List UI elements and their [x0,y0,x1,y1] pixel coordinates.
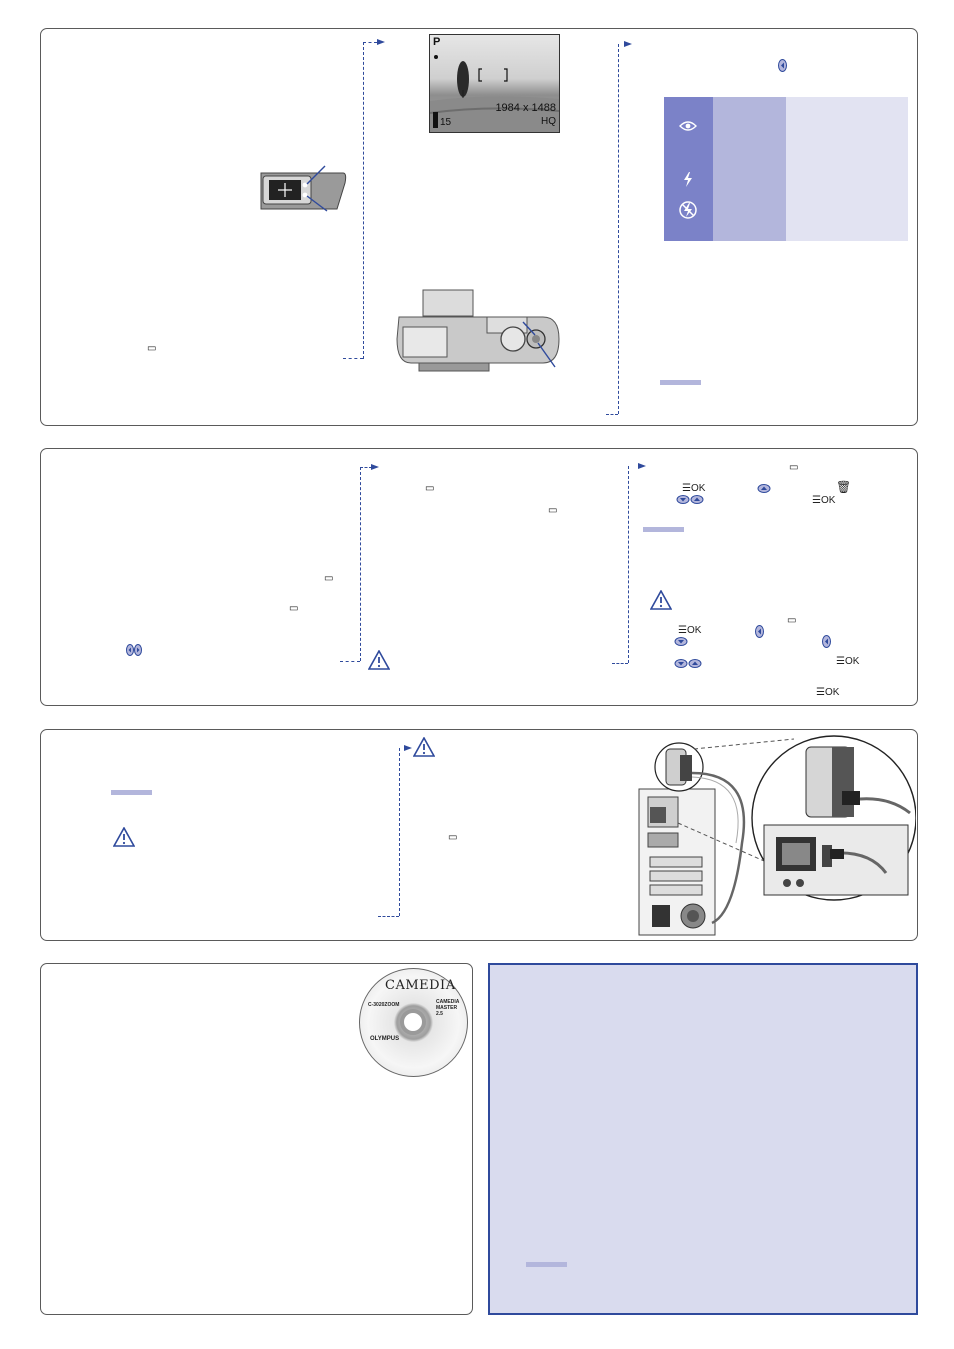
note-tag [111,790,152,795]
flash-table-desc-column [786,97,908,241]
up-down-buttons-icon [674,659,702,668]
menu-icon: ▭ [789,462,799,473]
lcd-mode: P [433,36,441,48]
camedia-cd [359,968,468,1077]
cd-right-label: CAMEDIA MASTER 2.5 [436,999,460,1017]
cd-maker: OLYMPUS [370,1036,400,1042]
up-down-buttons-icon [676,495,704,504]
flow-arrow [377,39,385,45]
lcd-screen [429,34,560,133]
menu-icon: ▭ [289,603,299,614]
warning-icon [650,590,672,610]
lcd-resolution: 1984 x 1488 [495,102,556,114]
flow-connector [399,748,400,916]
left-right-buttons-icon [126,644,142,656]
eye-icon [678,120,698,132]
cd-brand: CAMEDIA [385,978,456,993]
up-button-icon [757,484,771,493]
flow-arrow [624,41,632,47]
camera-top-illustration [393,287,569,373]
flash-icon [683,172,693,187]
flow-connector [360,467,361,661]
menu-icon: ▭ [448,832,458,843]
lcd-quality: HQ [541,116,556,127]
flow-connector [363,42,364,359]
warning-icon [368,650,390,670]
menu-ok-icon: ☰OK [836,656,860,667]
warning-icon [413,737,435,757]
arrow-left-button-icon [755,625,764,638]
flow-connector [343,358,363,359]
flow-connector [340,661,360,662]
cd-left-label: C-3020ZOOM [368,1002,400,1008]
note-tag [526,1262,567,1267]
flow-connector [628,466,629,663]
menu-ok-icon: ☰OK [816,687,840,698]
flash-table-name-column [713,97,786,241]
flow-connector [363,42,377,43]
arrow-left-button-icon [778,59,787,72]
menu-ok-icon: ☰OK [678,625,702,636]
warning-icon [113,827,135,847]
flow-connector [606,414,618,415]
lcd-frames: 15 [440,117,452,128]
flash-mode-table [664,97,908,241]
menu-icon: ▭ [324,573,334,584]
trash-icon: 🗑 [836,480,852,494]
menu-ok-icon: ☰OK [682,483,706,494]
arrow-left-button-icon [822,635,831,648]
flow-connector [618,44,619,414]
flow-connector [612,663,628,664]
menu-ok-icon: ☰OK [812,495,836,506]
menu-icon: ▭ [787,615,797,626]
note-tag [660,380,701,385]
flow-arrow [404,745,412,751]
lcd-dot [434,55,438,59]
cd-hub [400,1009,426,1035]
menu-icon: ▭ [548,505,558,516]
menu-icon: ▭ [425,483,435,494]
viewfinder-illustration [255,163,351,215]
flow-arrow [371,464,379,470]
usb-connection-illustration [634,733,916,939]
note-tag [643,527,684,532]
flow-arrow [638,463,646,469]
flow-connector [378,916,399,917]
down-button-icon [674,637,688,646]
flash-off-icon [678,200,698,220]
panel-playback [40,448,918,706]
menu-icon: ▭ [147,343,157,354]
